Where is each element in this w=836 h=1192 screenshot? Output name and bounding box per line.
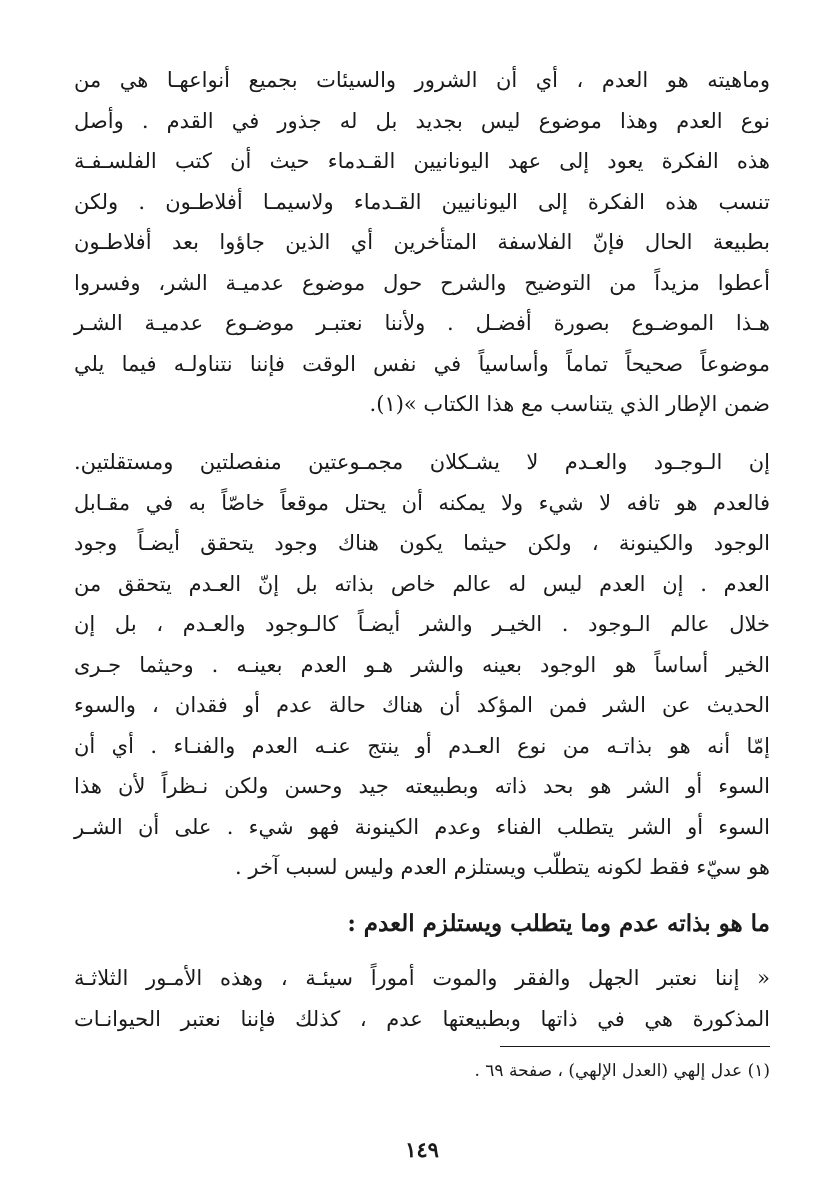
paragraph-2 xyxy=(74,442,770,888)
text-line: السوء أو الشر هو بحد ذاته وبطبيعته جيد وحسن ولكن نـظراً لأن هذا xyxy=(74,774,770,798)
text-line: خلال عالم الـوجود . الخيـر والشر أيضـاً كالـوجود والعـدم ، بل إن xyxy=(74,612,770,636)
paragraph-3 xyxy=(74,958,770,1039)
text-line: تنسب هذه الفكرة إلى اليونانيين القـدماء ولاسيمـا أفلاطـون . ولكن xyxy=(74,189,770,214)
text-line: الخير أساساً هو الوجود بعينه والشر هـو العدم بعينـه . وحيثما جـرى xyxy=(74,652,770,677)
text-line: هذه الفكرة يعود إلى عهد اليونانيين القـدماء حيث أن كتب الفلسـفـة xyxy=(74,149,770,173)
text-line: فالعدم هو تافه لا شيء ولا يمكنه أن يحتل موقعاً خاصّاً به في مقـابل xyxy=(74,490,770,515)
text-line: « إننا نعتبر الجهل والفقر والموت أموراً سيئـة ، وهذه الأمـور الثلاثـة xyxy=(74,966,770,990)
text-line: موضوعاً صحيحاً تماماً وأساسياً في نفس الوقت فإننا نتناولـه فيما يلي xyxy=(74,351,770,376)
text-line: الوجود والكينونة ، ولكن حيثما يكون هناك وجود يتحقق أيضـاً وجود xyxy=(74,531,770,555)
text-line: هو سيّء فقط لكونه يتطلّب ويستلزم العدم وليس لسبب آخر . xyxy=(235,855,770,879)
page-number: ١٤٩ xyxy=(405,1137,439,1162)
footnote-divider xyxy=(500,1046,770,1047)
section-heading: ما هو بذاته عدم وما يتطلب ويستلزم العدم : xyxy=(347,910,770,937)
text-line: ضمن الإطار الذي يتناسب مع هذا الكتاب »(١). xyxy=(369,392,770,416)
paragraph-1 xyxy=(74,60,770,425)
text-line: إمّا أنه هو بذاتـه من نوع العـدم أو ينتج عنـه العدم والفنـاء . أي أن xyxy=(74,733,770,758)
text-line: نوع العدم وهذا موضوع ليس بجديد بل له جذور في القدم . وأصل xyxy=(74,108,770,133)
footnote: (١) عدل إلهي (العدل الإلهي) ، صفحة ٦٩ . xyxy=(474,1061,770,1081)
text-line: الحديث عن الشر فمن المؤكد أن هناك حالة عدم أو فقدان ، والسوء xyxy=(74,693,770,717)
text-line: السوء أو الشر يتطلب الفناء وعدم الكينونة فهو شيء . على أن الشـر xyxy=(74,814,770,839)
text-line: هـذا الموضـوع بصورة أفضـل . ولأننا نعتبـر موضـوع عدميـة الشـر xyxy=(74,311,770,335)
text-line: العدم . إن العدم ليس له عالم خاص بذاته بل إنّ العـدم يتحقق من xyxy=(74,571,770,596)
text-line: أعطوا مزيداً من التوضيح والشرح حول موضوع عدميـة الشر، وفسروا xyxy=(74,270,770,295)
text-line: المذكورة هي في ذاتها وبطبيعتها عدم ، كذلك فإننا نعتبر الحيوانـات xyxy=(74,1006,770,1031)
text-line: وماهيته هو العدم ، أي أن الشرور والسيئات بجميع أنواعهـا هي من xyxy=(74,68,770,92)
text-line: إن الـوجـود والعـدم لا يشـكلان مجمـوعتين منفصلتين ومستقلتين. xyxy=(74,450,770,474)
text-line: بطبيعة الحال فإنّ الفلاسفة المتأخرين أي الذين جاؤوا بعد أفلاطـون xyxy=(74,230,770,254)
book-page xyxy=(74,0,770,1192)
